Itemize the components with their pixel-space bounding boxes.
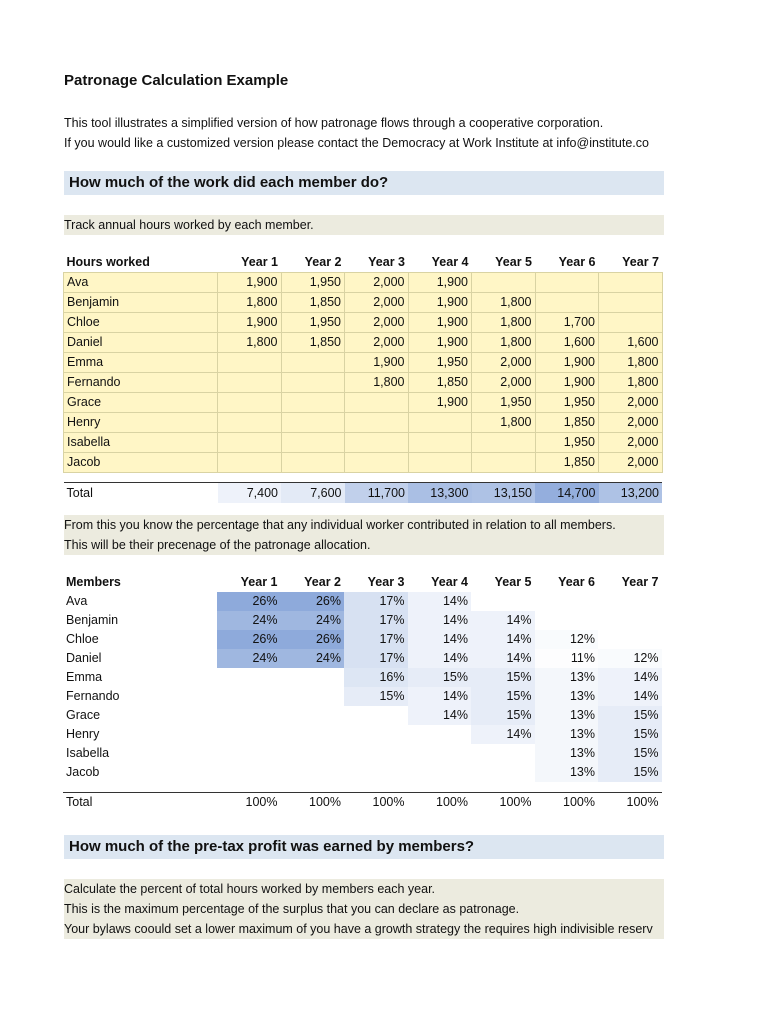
hours-total-row bbox=[64, 483, 663, 504]
member-name: Daniel bbox=[64, 333, 218, 353]
year-header: Year 4 bbox=[431, 575, 468, 589]
hours-cell[interactable]: 1,850 bbox=[281, 333, 345, 353]
hours-cell[interactable]: 2,000 bbox=[345, 273, 409, 293]
percentage-cell: 26% bbox=[281, 630, 345, 649]
hours-cell[interactable]: 1,950 bbox=[281, 313, 345, 333]
hours-cell[interactable]: 2,000 bbox=[599, 433, 663, 453]
hours-total-cell: 13,200 bbox=[599, 483, 663, 504]
percentage-cell bbox=[471, 763, 535, 782]
share-note bbox=[64, 515, 664, 555]
percentage-cell bbox=[535, 592, 599, 611]
hours-cell[interactable]: 1,800 bbox=[345, 373, 409, 393]
member-name: Henry bbox=[66, 727, 100, 741]
percentage-cell: 14% bbox=[471, 611, 535, 630]
member-name: Chloe bbox=[66, 632, 99, 646]
hours-cell[interactable]: 1,850 bbox=[281, 293, 345, 313]
year-header: Year 2 bbox=[304, 575, 341, 589]
hours-cell[interactable]: 1,800 bbox=[599, 373, 663, 393]
section-heading-work: How much of the work did each member do? bbox=[64, 171, 664, 195]
hours-cell[interactable] bbox=[472, 433, 536, 453]
member-percentage-table bbox=[63, 573, 662, 812]
hours-cell[interactable]: 1,950 bbox=[408, 353, 472, 373]
year-header: Year 1 bbox=[241, 255, 278, 269]
percentage-total-row bbox=[63, 793, 662, 813]
percentage-cell: 14% bbox=[598, 668, 662, 687]
profit-note-line: This is the maximum percentage of the surplus that you can declare as patronage. bbox=[64, 902, 520, 916]
intro-line: This tool illustrates a simplified version of how patronage flows through a cooperative corporation. bbox=[64, 116, 604, 130]
percentage-cell bbox=[344, 725, 408, 744]
year-header: Year 6 bbox=[558, 255, 596, 269]
percentage-cell bbox=[281, 668, 345, 687]
percentage-cell: 14% bbox=[598, 687, 662, 706]
hours-header-label: Hours worked bbox=[66, 255, 150, 269]
percentage-total-cell: 100% bbox=[344, 793, 408, 813]
percentage-cell: 13% bbox=[535, 744, 599, 763]
percentage-total-cell: 100% bbox=[217, 793, 281, 813]
table-header-row bbox=[64, 253, 663, 273]
hours-cell[interactable]: 1,800 bbox=[218, 333, 282, 353]
hours-cell[interactable]: 1,600 bbox=[599, 333, 663, 353]
percentage-cell: 26% bbox=[281, 592, 345, 611]
hours-cell[interactable]: 1,900 bbox=[408, 273, 472, 293]
percentage-cell: 11% bbox=[535, 649, 599, 668]
percentage-cell bbox=[281, 687, 345, 706]
hours-cell[interactable]: 1,800 bbox=[472, 313, 536, 333]
hours-cell[interactable]: 1,800 bbox=[472, 293, 536, 313]
percentage-cell: 13% bbox=[535, 687, 599, 706]
hours-cell[interactable]: 2,000 bbox=[599, 393, 663, 413]
hours-cell[interactable]: 1,900 bbox=[345, 353, 409, 373]
percentage-cell bbox=[217, 763, 281, 782]
hours-total-cell: 11,700 bbox=[345, 483, 409, 504]
percentage-cell: 17% bbox=[344, 611, 408, 630]
table-row bbox=[63, 649, 662, 668]
hours-cell[interactable] bbox=[218, 433, 282, 453]
hours-cell[interactable]: 1,900 bbox=[408, 293, 472, 313]
table-row bbox=[64, 433, 663, 453]
hours-total-cell: 7,400 bbox=[218, 483, 282, 504]
member-name: Fernando bbox=[66, 689, 120, 703]
percentage-cell bbox=[217, 687, 281, 706]
hours-total-cell: 7,600 bbox=[281, 483, 345, 504]
percentage-cell: 14% bbox=[471, 725, 535, 744]
hours-cell[interactable] bbox=[408, 453, 472, 473]
hours-cell[interactable] bbox=[281, 413, 345, 433]
hours-cell[interactable]: 2,000 bbox=[472, 353, 536, 373]
hours-total-cell: 13,300 bbox=[408, 483, 472, 504]
hours-cell[interactable]: 1,950 bbox=[535, 393, 599, 413]
table-row bbox=[64, 313, 663, 333]
intro-line: If you would like a customized version please contact the Democracy at Work Institute at info@institute.co bbox=[64, 136, 649, 150]
table-row bbox=[63, 668, 662, 687]
hours-cell[interactable]: 2,000 bbox=[599, 453, 663, 473]
hours-cell[interactable]: 2,000 bbox=[472, 373, 536, 393]
hours-cell[interactable]: 1,900 bbox=[218, 273, 282, 293]
percentage-cell bbox=[408, 744, 472, 763]
table-row bbox=[63, 725, 662, 744]
member-name: Ava bbox=[64, 273, 218, 293]
percentage-cell: 24% bbox=[217, 649, 281, 668]
percentage-cell: 15% bbox=[408, 668, 472, 687]
percentage-cell bbox=[598, 630, 662, 649]
percentage-cell bbox=[344, 763, 408, 782]
percentage-cell: 16% bbox=[344, 668, 408, 687]
table-header-row bbox=[63, 573, 662, 592]
percentage-cell: 15% bbox=[471, 687, 535, 706]
hours-cell[interactable]: 1,900 bbox=[535, 373, 599, 393]
percentage-cell: 13% bbox=[535, 706, 599, 725]
percentage-cell: 14% bbox=[471, 630, 535, 649]
member-name: Grace bbox=[64, 393, 218, 413]
hours-cell[interactable] bbox=[535, 293, 599, 313]
percentage-cell: 15% bbox=[471, 668, 535, 687]
table-row bbox=[64, 393, 663, 413]
percentage-cell: 12% bbox=[535, 630, 599, 649]
table-row bbox=[63, 763, 662, 782]
hours-cell[interactable] bbox=[281, 433, 345, 453]
hours-cell[interactable] bbox=[218, 353, 282, 373]
section-heading-profit: How much of the pre-tax profit was earned by members? bbox=[64, 835, 664, 859]
hours-cell[interactable]: 2,000 bbox=[345, 313, 409, 333]
hours-cell[interactable] bbox=[599, 313, 663, 333]
table-row bbox=[63, 592, 662, 611]
hours-cell[interactable]: 1,900 bbox=[535, 353, 599, 373]
member-name: Jacob bbox=[64, 453, 218, 473]
hours-cell[interactable] bbox=[472, 273, 536, 293]
percentage-cell bbox=[408, 763, 472, 782]
percentage-total-cell: 100% bbox=[281, 793, 345, 813]
table-row bbox=[63, 744, 662, 763]
percentage-cell: 15% bbox=[598, 763, 662, 782]
percentage-cell: 15% bbox=[598, 744, 662, 763]
percentage-cell: 12% bbox=[598, 649, 662, 668]
percentage-cell: 24% bbox=[217, 611, 281, 630]
total-label: Total bbox=[63, 793, 217, 813]
hours-total-cell: 13,150 bbox=[472, 483, 536, 504]
hours-cell[interactable] bbox=[599, 293, 663, 313]
hours-cell[interactable] bbox=[218, 413, 282, 433]
members-header-label: Members bbox=[66, 575, 121, 589]
hours-cell[interactable]: 1,800 bbox=[472, 413, 536, 433]
hours-cell[interactable] bbox=[345, 393, 409, 413]
percentage-cell bbox=[217, 744, 281, 763]
member-name: Daniel bbox=[66, 651, 102, 665]
hours-cell[interactable]: 2,000 bbox=[345, 293, 409, 313]
section-note-hours: Track annual hours worked by each member. bbox=[64, 215, 664, 235]
total-label: Total bbox=[64, 483, 218, 504]
percentage-cell: 14% bbox=[408, 687, 472, 706]
percentage-cell: 14% bbox=[408, 706, 472, 725]
percentage-cell: 14% bbox=[471, 649, 535, 668]
hours-cell[interactable] bbox=[345, 433, 409, 453]
hours-cell[interactable] bbox=[281, 453, 345, 473]
member-name: Emma bbox=[64, 353, 218, 373]
hours-total-cell: 14,700 bbox=[535, 483, 599, 504]
percentage-cell: 17% bbox=[344, 630, 408, 649]
hours-cell[interactable] bbox=[408, 433, 472, 453]
hours-cell[interactable]: 1,850 bbox=[408, 373, 472, 393]
hours-cell[interactable]: 1,900 bbox=[408, 393, 472, 413]
page-title: Patronage Calculation Example bbox=[64, 72, 289, 89]
year-header: Year 7 bbox=[622, 255, 659, 269]
table-row bbox=[64, 373, 663, 393]
member-name: Chloe bbox=[64, 313, 218, 333]
table-row bbox=[64, 453, 663, 473]
section-note-profit bbox=[64, 879, 664, 939]
table-row bbox=[64, 273, 663, 293]
intro-text bbox=[64, 113, 649, 153]
percentage-cell: 15% bbox=[344, 687, 408, 706]
table-row bbox=[64, 353, 663, 373]
percentage-cell bbox=[344, 744, 408, 763]
hours-cell[interactable]: 1,950 bbox=[535, 433, 599, 453]
percentage-cell: 15% bbox=[598, 725, 662, 744]
profit-note-line: Calculate the percent of total hours worked by members each year. bbox=[64, 882, 436, 896]
year-header: Year 2 bbox=[304, 255, 342, 269]
percentage-cell: 17% bbox=[344, 649, 408, 668]
percentage-cell: 13% bbox=[535, 763, 599, 782]
year-header: Year 4 bbox=[431, 255, 469, 269]
hours-cell[interactable]: 1,850 bbox=[535, 453, 599, 473]
percentage-total-cell: 100% bbox=[598, 793, 662, 813]
percentage-cell: 13% bbox=[535, 668, 599, 687]
hours-cell[interactable] bbox=[599, 273, 663, 293]
member-name: Isabella bbox=[64, 433, 218, 453]
percentage-cell: 15% bbox=[471, 706, 535, 725]
percentage-cell bbox=[217, 706, 281, 725]
hours-cell[interactable]: 1,850 bbox=[535, 413, 599, 433]
share-note-line: This will be their precenage of the patronage allocation. bbox=[64, 538, 371, 552]
table-row bbox=[64, 293, 663, 313]
hours-cell[interactable]: 1,900 bbox=[408, 313, 472, 333]
percentage-cell: 26% bbox=[217, 592, 281, 611]
hours-cell[interactable]: 1,800 bbox=[218, 293, 282, 313]
percentage-total-cell: 100% bbox=[408, 793, 472, 813]
percentage-cell: 26% bbox=[217, 630, 281, 649]
percentage-cell: 24% bbox=[281, 649, 345, 668]
year-header: Year 6 bbox=[558, 575, 595, 589]
percentage-cell: 24% bbox=[281, 611, 345, 630]
table-row bbox=[63, 687, 662, 706]
year-header: Year 1 bbox=[240, 575, 278, 589]
percentage-cell bbox=[217, 668, 281, 687]
percentage-cell bbox=[408, 725, 472, 744]
hours-cell[interactable]: 1,800 bbox=[599, 353, 663, 373]
hours-cell[interactable]: 1,900 bbox=[218, 313, 282, 333]
hours-cell[interactable] bbox=[408, 413, 472, 433]
hours-cell[interactable] bbox=[281, 393, 345, 413]
percentage-total-cell: 100% bbox=[471, 793, 535, 813]
percentage-cell: 14% bbox=[408, 592, 472, 611]
hours-cell[interactable] bbox=[345, 413, 409, 433]
percentage-cell bbox=[281, 725, 345, 744]
hours-cell[interactable] bbox=[218, 453, 282, 473]
table-row bbox=[63, 706, 662, 725]
hours-cell[interactable] bbox=[472, 453, 536, 473]
hours-cell[interactable]: 1,900 bbox=[408, 333, 472, 353]
percentage-cell: 15% bbox=[598, 706, 662, 725]
percentage-cell bbox=[471, 744, 535, 763]
table-row bbox=[63, 630, 662, 649]
percentage-cell bbox=[535, 611, 599, 630]
hours-cell[interactable]: 1,600 bbox=[535, 333, 599, 353]
share-note-line: From this you know the percentage that any individual worker contributed in relation to all members. bbox=[64, 518, 616, 532]
percentage-total-cell: 100% bbox=[535, 793, 599, 813]
percentage-cell: 13% bbox=[535, 725, 599, 744]
member-name: Fernando bbox=[64, 373, 218, 393]
hours-cell[interactable]: 1,950 bbox=[472, 393, 536, 413]
percentage-cell: 14% bbox=[408, 611, 472, 630]
year-header: Year 5 bbox=[494, 575, 532, 589]
percentage-cell: 14% bbox=[408, 630, 472, 649]
hours-cell[interactable] bbox=[345, 453, 409, 473]
table-row bbox=[64, 333, 663, 353]
member-name: Isabella bbox=[66, 746, 110, 760]
year-header: Year 3 bbox=[368, 255, 405, 269]
hours-cell[interactable]: 1,950 bbox=[281, 273, 345, 293]
hours-cell[interactable]: 1,700 bbox=[535, 313, 599, 333]
member-name: Ava bbox=[66, 594, 88, 608]
year-header: Year 7 bbox=[621, 575, 659, 589]
percentage-cell bbox=[598, 592, 662, 611]
percentage-cell bbox=[217, 725, 281, 744]
hours-cell[interactable]: 1,800 bbox=[472, 333, 536, 353]
hours-cell[interactable] bbox=[281, 353, 345, 373]
year-header: Year 5 bbox=[495, 255, 532, 269]
hours-cell[interactable] bbox=[218, 393, 282, 413]
table-row bbox=[64, 413, 663, 433]
hours-cell[interactable]: 2,000 bbox=[599, 413, 663, 433]
member-name: Henry bbox=[64, 413, 218, 433]
profit-note-line: Your bylaws coould set a lower maximum of you have a growth strategy the requires high indivisible reserv bbox=[64, 922, 653, 936]
percentage-cell bbox=[598, 611, 662, 630]
hours-cell[interactable]: 2,000 bbox=[345, 333, 409, 353]
table-row bbox=[63, 611, 662, 630]
percentage-cell: 17% bbox=[344, 592, 408, 611]
percentage-cell bbox=[344, 706, 408, 725]
percentage-cell bbox=[281, 763, 345, 782]
percentage-cell bbox=[471, 592, 535, 611]
percentage-cell: 14% bbox=[408, 649, 472, 668]
hours-cell[interactable] bbox=[218, 373, 282, 393]
percentage-cell bbox=[281, 744, 345, 763]
member-name: Emma bbox=[66, 670, 103, 684]
hours-cell[interactable] bbox=[535, 273, 599, 293]
hours-worked-table bbox=[63, 253, 663, 503]
member-name: Grace bbox=[66, 708, 101, 722]
hours-cell[interactable] bbox=[281, 373, 345, 393]
member-name: Benjamin bbox=[66, 613, 119, 627]
percentage-cell bbox=[281, 706, 345, 725]
member-name: Benjamin bbox=[64, 293, 218, 313]
year-header: Year 3 bbox=[367, 575, 405, 589]
member-name: Jacob bbox=[66, 765, 100, 779]
